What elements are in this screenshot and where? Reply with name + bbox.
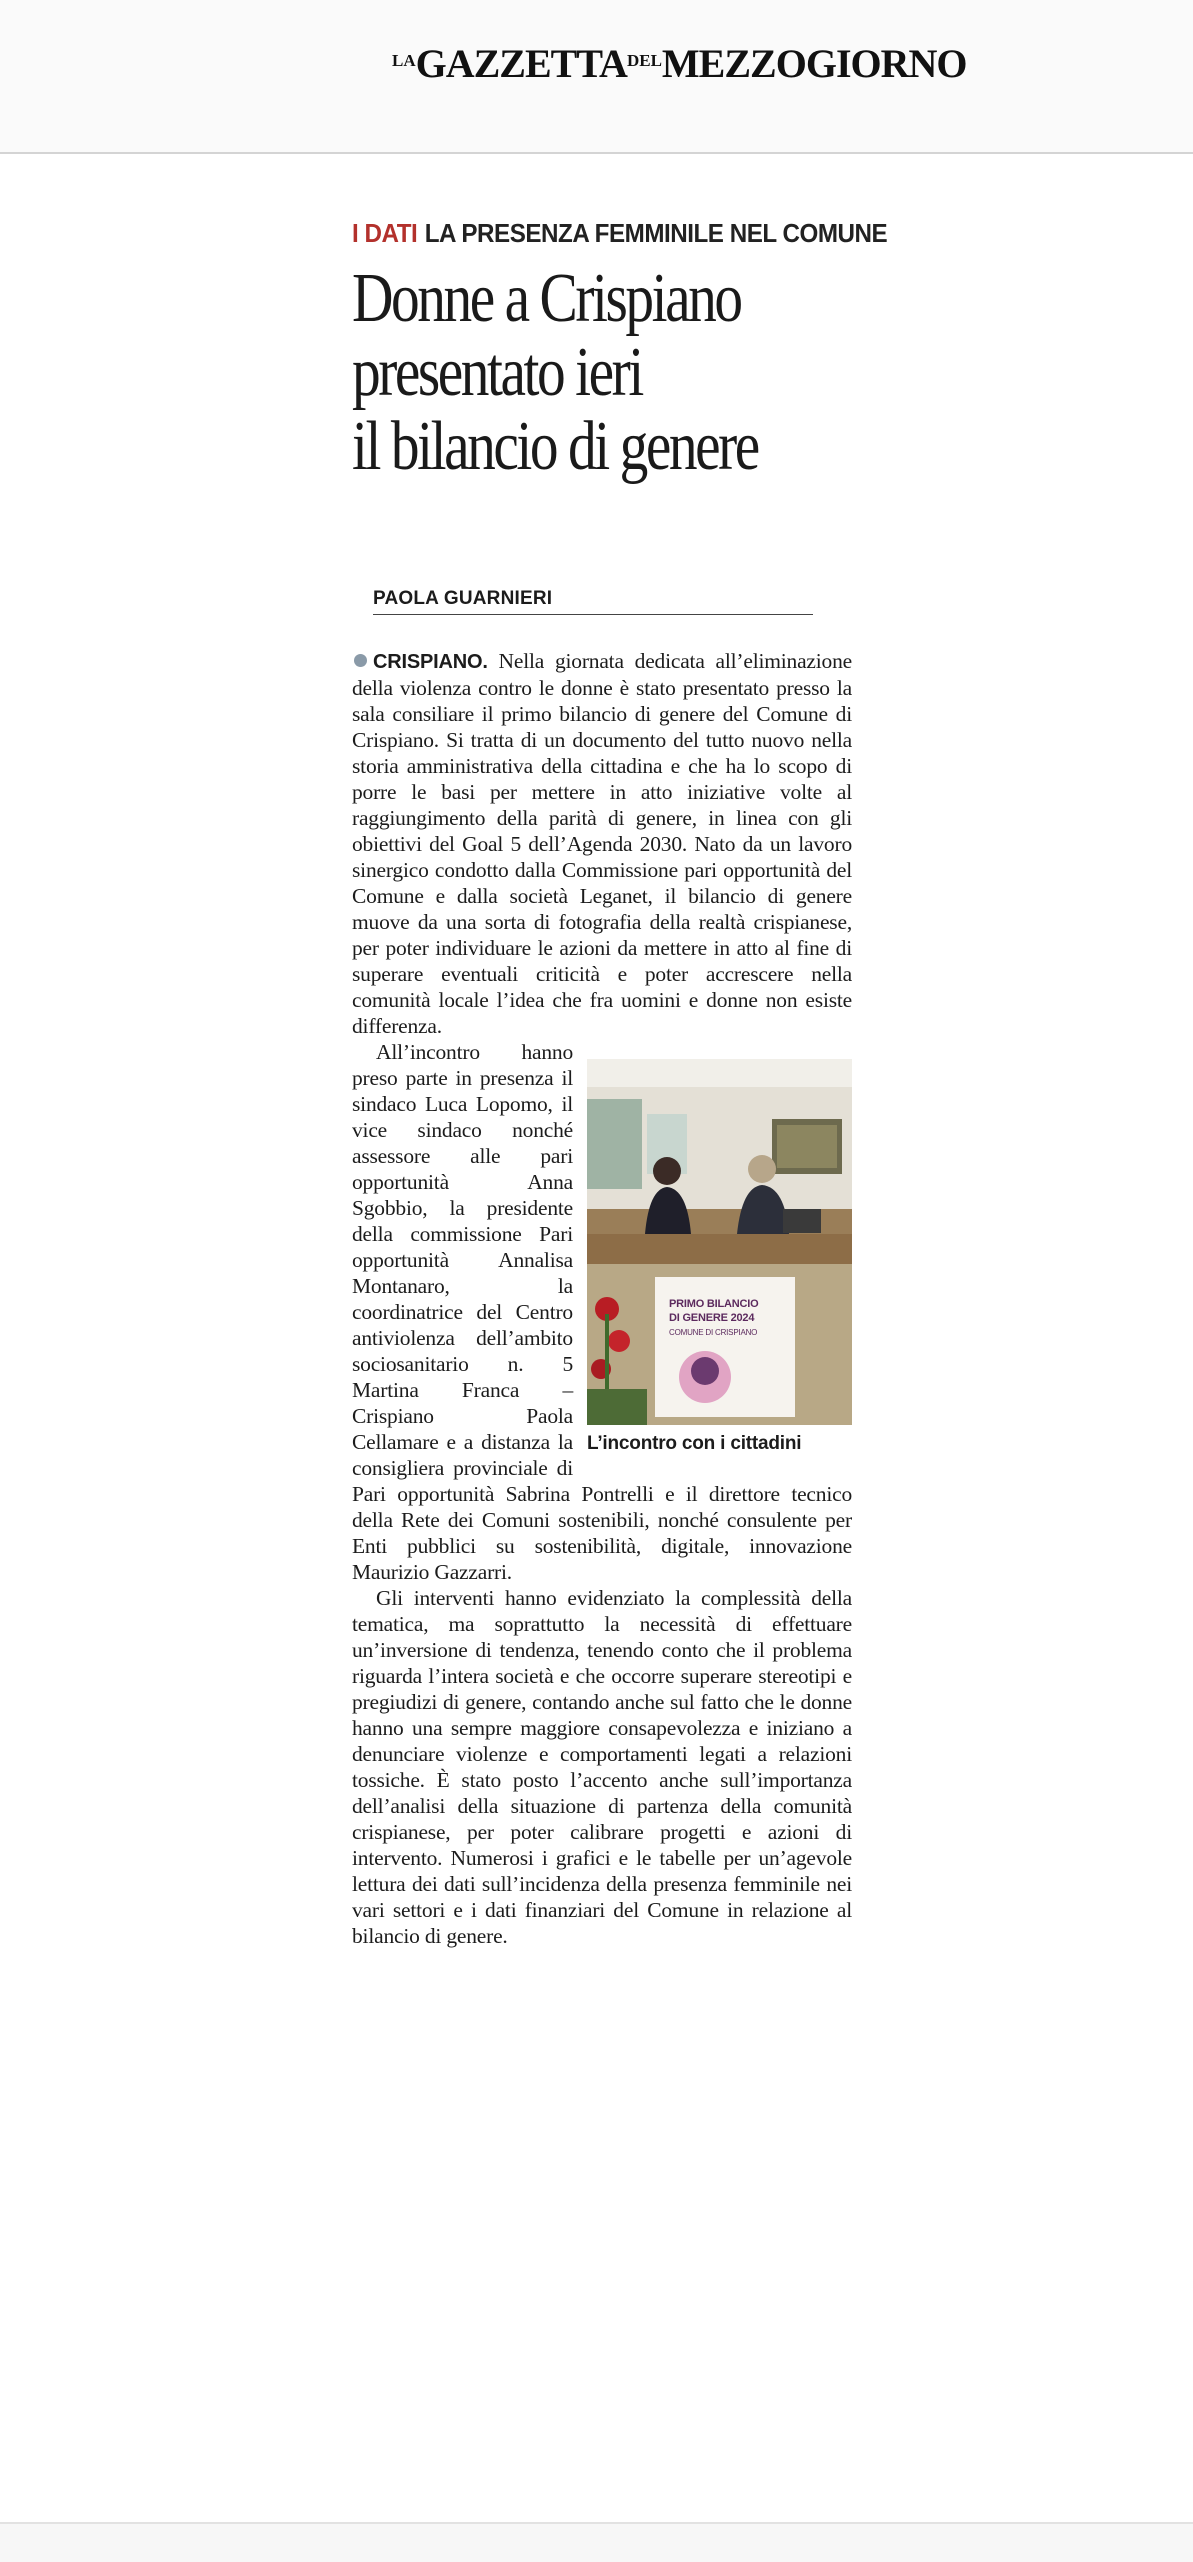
paragraph: All’incontro hanno preso parte in presenza il sindaco Luca Lopomo, il vice sindaco nonché assessore alle pari opportunità Anna Sgobbio, la presidente della commissione Pari opportunità Annalisa Montanaro, la coordinatrice del Centro antiviolenza dell’ambito sociosanitario n. 5 Martina Franca – Crispiano Paola Cellamare e a distanza la consigliera provinciale di Pari opportunità Sabrina Pontrelli e il direttore tecnico della Rete dei Comuni sostenibili, nonché consulente per Enti pubblici su sostenibilità, digitale, innovazione Maurizio Gazzarri.	[352, 1040, 852, 1584]
paragraph: CRISPIANO. Nella giornata dedicata all’eliminazione della violenza contro le donne è stato presentato presso la sala consiliare il primo bilancio di genere del Comune di Crispiano. Si tratta di un documento del tutto nuovo nella storia amministrativa della cittadina e che ha lo scopo di porre le basi per mettere in atto iniziative volte al raggiungimento della parità di genere, in linea con gli obiettivi del Goal 5 dell’Agenda 2030. Nato da un lavoro sinergico condotto dalla Commissione pari opportunità del Comune e dalla società Leganet, il bilancio di genere muove da una sorta di fotografia della realtà crispianese, per poter individuare le azioni da mettere in atto al fine di superare eventuali criticità e poter accrescere nella comunità locale l’idea che fra uomini e donne non esiste differenza.	[352, 649, 852, 1038]
photo-caption: L’incontro con i cittadini	[587, 1433, 802, 1454]
dateline: CRISPIANO.	[373, 651, 488, 673]
headline	[352, 262, 778, 484]
kicker-tag: I DATI	[352, 218, 418, 248]
photo-block	[587, 1059, 852, 1457]
svg-text:PRIMO BILANCIO: PRIMO BILANCIO	[669, 1298, 759, 1310]
headline-line: il bilancio di genere	[352, 408, 758, 485]
kicker-topic: LA PRESENZA FEMMINILE NEL COMUNE	[424, 218, 888, 248]
event-photo	[587, 1059, 852, 1425]
paragraph: Gli interventi hanno evidenziato la complessità della tematica, ma soprattutto la necessità di effettuare un’inversione di tendenza, tenendo conto che il problema riguarda l’intera società e che occorre superare stereotipi e pregiudizi di genere, contando anche sul fatto che le donne hanno una sempre maggiore consapevolezza e iniziano a denunciare violenze e comportamenti legati a relazioni tossiche. È stato posto l’accento anche sull’importanza dell’analisi della situazione di partenza della comunità crispianese, per poter calibrare progetti e azioni di intervento. Numerosi i grafici e le tabelle per un’agevole lettura dei dati sull’incidenza della presenza femminile nei vari settori e i dati finanziari del Comune in relazione al bilancio di genere.	[352, 1586, 852, 1948]
newspaper-logo: $^{LA}GAZZETTA^{DEL}MEZZOGIORNO$	[392, 41, 967, 86]
kicker	[352, 218, 887, 249]
svg-text:COMUNE DI CRISPIANO: COMUNE DI CRISPIANO	[669, 1328, 758, 1337]
bullet-icon	[354, 654, 367, 667]
byline: PAOLA GUARNIERI	[373, 588, 813, 615]
headline-line: Donne a Crispiano	[352, 260, 741, 337]
article-body	[352, 648, 852, 1949]
headline-line: presentato ieri	[352, 334, 642, 411]
page-footer-band	[0, 2522, 1193, 2562]
masthead	[0, 0, 1193, 154]
svg-text:DI GENERE 2024: DI GENERE 2024	[669, 1312, 755, 1324]
photo-illustration	[587, 1059, 852, 1425]
